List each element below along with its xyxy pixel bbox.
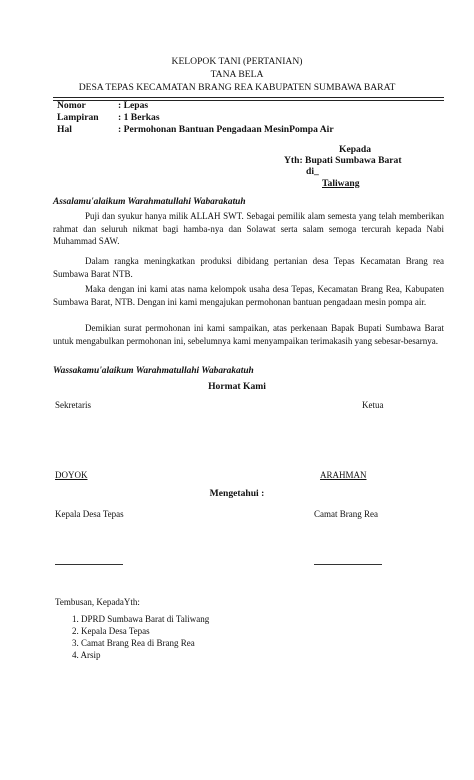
hormat-kami: Hormat Kami — [208, 381, 266, 392]
meta-label-lampiran: Lampiran — [57, 112, 99, 123]
tembusan-item: 4. Arsip — [72, 650, 101, 660]
signature-line-kepala-desa — [55, 564, 123, 565]
tembusan-item: 2. Kepala Desa Tepas — [72, 626, 150, 636]
paragraph-4: Demikian surat permohonan ini kami sampaikan, atas perkenaan Bapak Bupati Sumbawa Barat untuk mengabulkan permohonan ini, sebelumnya kami menyampaikan terimakasih yang sebesar-besarnya. — [53, 323, 444, 346]
meta-value-nomor: : Lepas — [118, 100, 149, 111]
signature-line-camat — [314, 564, 382, 565]
letterhead-line-3: DESA TEPAS KECAMATAN BRANG REA KABUPATEN SUMBAWA BARAT — [78, 82, 396, 93]
letterhead-line-2: TANA BELA — [210, 69, 264, 80]
tembusan-title: Tembusan, KepadaYth: — [55, 597, 140, 607]
recipient-di: di_ — [306, 166, 319, 177]
letterhead-rule-thin — [53, 100, 444, 101]
paragraph-3: Maka dengan ini kami atas nama kelompok usaha desa Tepas, Kecamatan Brang Rea, Kabupaten Sumbawa Barat, NTB. Dengan ini kami mengajukan permohonan bantuan pengadaan mesin pompa air. — [53, 284, 444, 307]
role-ketua: Ketua — [362, 400, 384, 410]
recipient-kepada: Kepada — [339, 144, 371, 155]
name-sekretaris: DOYOK — [55, 470, 88, 480]
paragraph-2: Dalam rangka meningkatkan produksi dibidang pertanian desa Tepas Kecamatan Brang rea Sumbawa Barat NTB. — [53, 256, 444, 279]
name-ketua: ARAHMAN — [320, 470, 367, 480]
letterhead-rule-thick — [53, 97, 444, 98]
role-sekretaris: Sekretaris — [55, 400, 91, 410]
meta-label-nomor: Nomor — [57, 100, 86, 111]
role-kepala-desa: Kepala Desa Tepas — [55, 509, 124, 519]
paragraph-1: Puji dan syukur hanya milik ALLAH SWT. Sebagai pemilik alam semesta yang telah memberikan rahmat dan seluruh nikmat bagi hamba-nya dan Solawat serta salam semoga tercurah kepada Nabi Muhammad SAW. — [53, 211, 444, 247]
letterhead-line-1: KELOPOK TANI (PERTANIAN) — [171, 56, 303, 67]
greeting: Assalamu'alaikum Warahmatullahi Wabarakatuh — [53, 197, 246, 207]
recipient-place: Taliwang — [322, 178, 360, 189]
role-camat: Camat Brang Rea — [314, 509, 378, 519]
closing-salam: Wassakamu'alaikum Warahmatullahi Wabarakatuh — [53, 366, 254, 376]
tembusan-item: 3. Camat Brang Rea di Brang Rea — [72, 638, 195, 648]
meta-value-lampiran: : 1 Berkas — [118, 112, 160, 123]
meta-label-hal: Hal — [57, 124, 72, 135]
mengetahui: Mengetahui : — [209, 488, 265, 499]
meta-value-hal: : Permohonan Bantuan Pengadaan MesinPompa Air — [118, 124, 334, 135]
recipient-yth: Yth: Bupati Sumbawa Barat — [284, 155, 402, 166]
tembusan-item: 1. DPRD Sumbawa Barat di Taliwang — [72, 614, 210, 624]
